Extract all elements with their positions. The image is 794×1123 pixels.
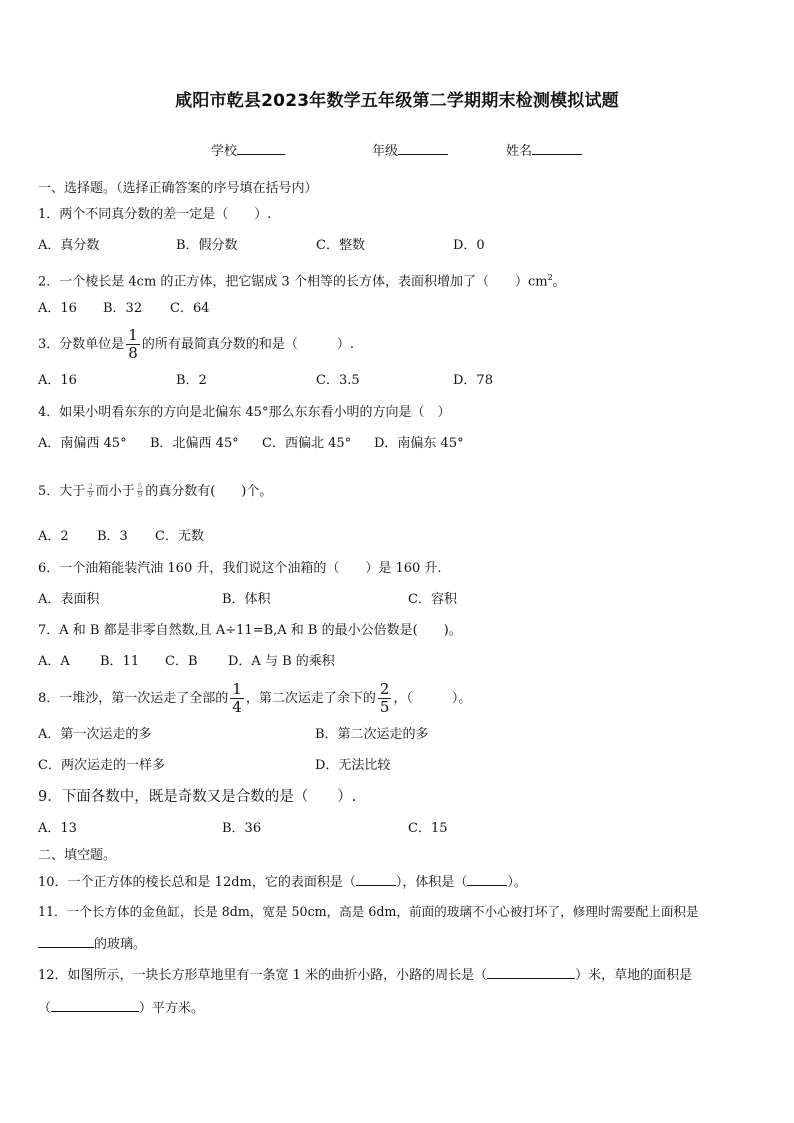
q7-option-a: A．A: [38, 654, 70, 669]
q3-option-b: B．2: [176, 373, 207, 388]
q12-area-blank[interactable]: [51, 998, 139, 1012]
q8-post: ，（ ）。: [393, 691, 472, 706]
q8-frac2-den: 5: [379, 698, 390, 716]
q8-pre: 8．一堆沙，第一次运走了全部的: [38, 691, 229, 706]
q6-option-c: C．容积: [408, 592, 457, 607]
grade-label: 年级: [372, 144, 399, 159]
q8-fraction-1: [230, 682, 244, 715]
grade-blank[interactable]: [398, 141, 448, 155]
q3-option-d: D．78: [453, 373, 493, 388]
q8-option-d: D．无法比较: [315, 758, 391, 773]
q8-option-b: B．第二次运走的多: [315, 727, 429, 742]
q10-part-a: 10．一个正方体的棱长总和是 12dm，它的表面积是（: [38, 875, 356, 890]
q8-option-c: C．两次运走的一样多: [38, 758, 165, 773]
q7-option-d: D．A 与 B 的乘积: [228, 654, 335, 669]
q10-volume-blank[interactable]: [467, 872, 507, 886]
q12-part-c: （: [38, 1001, 52, 1016]
q3-pre: 3．分数单位是: [38, 337, 125, 352]
q10-text: [38, 872, 527, 892]
q11-line-2: [38, 934, 146, 954]
q9-option-c: C．15: [408, 821, 448, 836]
q2-option-a: A．16: [38, 301, 77, 316]
q5-fraction-2: [137, 484, 143, 499]
q8-fraction-2: [378, 682, 392, 715]
q6-option-b: B．体积: [222, 592, 271, 607]
q3-option-a: A．16: [38, 373, 77, 388]
school-blank[interactable]: [237, 141, 285, 155]
q5-frac2-den: 9: [137, 491, 143, 499]
q3-post: 的所有最简真分数的和是（ ）.: [141, 337, 354, 352]
q5-option-c: C．无数: [155, 529, 204, 544]
q2-main: 2．一个棱长是 4cm 的正方体，把它锯成 3 个相等的长方体，表面积增加了（ ）cm: [38, 274, 548, 290]
q3-text: [38, 327, 354, 363]
q12-perimeter-blank[interactable]: [487, 965, 575, 979]
school-label: 学校: [211, 144, 238, 159]
q9-option-a: A．13: [38, 821, 77, 836]
q12-line-1: [38, 965, 692, 985]
q5-option-b: B．3: [97, 529, 128, 544]
q7-option-c: C．B: [165, 654, 198, 669]
section2-title: 二、填空题。: [38, 848, 117, 863]
grade-field: [372, 141, 448, 161]
q3-option-c: C．3.5: [316, 373, 360, 388]
q5-pre: 5．大于: [38, 484, 86, 499]
q3-frac-den: 8: [128, 344, 138, 362]
q4-text: 4．如果小明看东东的方向是北偏东 45°那么东东看小明的方向是（ ）: [38, 405, 451, 420]
q9-text: 9．下面各数中，既是奇数又是合数的是（ ）.: [38, 789, 357, 805]
q5-frac1-num: 2: [88, 483, 93, 491]
q5-frac1-den: 9: [88, 491, 93, 499]
q10-surface-blank[interactable]: [356, 872, 396, 886]
q1-option-d: D．0: [453, 238, 485, 253]
q11-line-1: 11．一个长方体的金鱼缸，长是 8dm，宽是 50cm，高是 6dm，前面的玻璃不小心被打坏了，修理时需要配上面积是: [38, 904, 699, 919]
q11-part-b: 的玻璃。: [94, 937, 147, 952]
q5-option-a: A．2: [38, 529, 69, 544]
q12-part-a: 12．如图所示，一块长方形草地里有一条宽 1 米的曲折小路，小路的周长是（: [38, 968, 488, 983]
q2-option-c: C．64: [170, 301, 210, 316]
q7-text: 7．A 和 B 都是非零自然数,且 A÷11=B,A 和 B 的最小公倍数是( )。: [38, 623, 462, 638]
q6-option-a: A．表面积: [38, 592, 100, 607]
q1-option-b: B．假分数: [176, 238, 238, 253]
q2-end: 。: [552, 274, 566, 290]
page-title: 咸阳市乾县2023年数学五年级第二学期期末检测模拟试题: [175, 91, 619, 111]
q7-option-b: B．11: [100, 654, 140, 669]
q5-frac2-num: 5: [137, 483, 143, 491]
q1-text: 1．两个不同真分数的差一定是（ ）.: [38, 207, 272, 222]
q8-frac2-num: 2: [379, 680, 390, 698]
q3-frac-num: 1: [128, 326, 138, 344]
q8-option-a: A．第一次运走的多: [38, 727, 152, 742]
q8-text: [38, 680, 471, 718]
name-field: [506, 141, 582, 161]
q12-part-b: ）米，草地的面积是: [575, 968, 693, 983]
q2-text: [38, 269, 566, 291]
q3-fraction: [126, 328, 140, 361]
name-label: 姓名: [506, 144, 533, 159]
q2-exponent: 2: [547, 273, 553, 282]
q5-fraction-1: [87, 484, 93, 499]
q4-option-c: C．西偏北 45°: [262, 436, 352, 451]
q10-part-b: ），体积是（: [395, 875, 468, 890]
q12-part-d: ）平方米。: [139, 1001, 205, 1016]
q4-option-d: D．南偏东 45°: [374, 436, 464, 451]
q5-mid: 而小于: [95, 484, 135, 499]
q5-text: [38, 481, 272, 503]
q2-option-b: B．32: [103, 301, 143, 316]
name-blank[interactable]: [532, 141, 582, 155]
q4-option-a: A．南偏西 45°: [38, 436, 127, 451]
q11-area-blank[interactable]: [38, 934, 94, 948]
q9-option-b: B．36: [222, 821, 262, 836]
q8-frac1-den: 4: [232, 698, 242, 716]
q8-frac1-num: 1: [232, 680, 242, 698]
q5-post: 的真分数有( )个。: [145, 484, 273, 499]
section1-title: 一、选择题。（选择正确答案的序号填在括号内）: [38, 181, 318, 196]
q1-option-c: C．整数: [316, 238, 365, 253]
q12-line-2: [38, 998, 204, 1018]
q4-option-b: B．北偏西 45°: [150, 436, 239, 451]
q6-text: 6．一个油箱能装汽油 160 升，我们说这个油箱的（ ）是 160 升.: [38, 561, 442, 576]
school-field: [211, 141, 285, 161]
q10-part-c: ）。: [507, 875, 527, 890]
q1-option-a: A．真分数: [38, 238, 100, 253]
q8-mid: ，第二次运走了余下的: [245, 691, 376, 706]
